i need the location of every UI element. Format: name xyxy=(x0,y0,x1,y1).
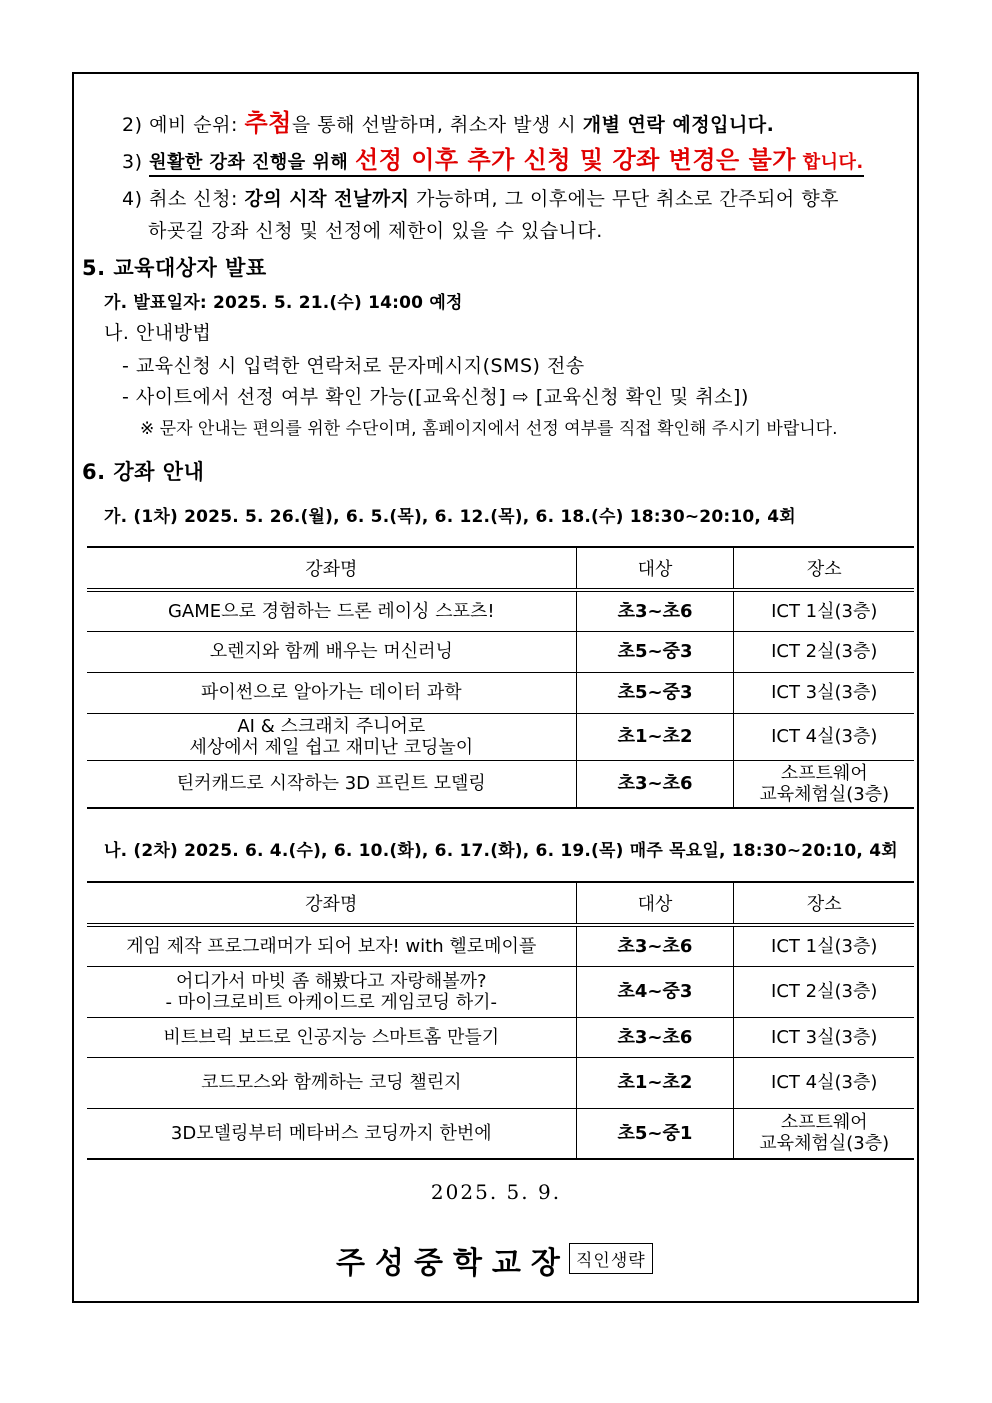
course-place: ICT 2실(3층) xyxy=(734,966,914,1017)
note-2-number: 2) xyxy=(122,114,143,136)
note-3 xyxy=(122,140,864,175)
section-5-heading: 5. 교육대상자 발표 xyxy=(82,256,267,280)
table-row xyxy=(87,925,914,966)
course-name-line2: - 마이크로비트 아케이드로 게임코딩 하기- xyxy=(165,991,497,1013)
course-place: ICT 1실(3층) xyxy=(734,590,914,631)
course-place-line2: 교육체험실(3층) xyxy=(759,783,890,805)
guide-item-sms: - 교육신청 시 입력한 연락처로 문자메시지(SMS) 전송 xyxy=(122,355,585,377)
course-place: ICT 2실(3층) xyxy=(734,631,914,672)
table-row xyxy=(87,760,914,808)
table-row xyxy=(87,631,914,672)
seal-omitted-box: 직인생략 xyxy=(569,1243,653,1274)
course-place xyxy=(734,760,914,808)
course-place: ICT 3실(3층) xyxy=(734,1017,914,1057)
note-4-line2: 하굣길 강좌 신청 및 선정에 제한이 있을 수 있습니다. xyxy=(148,220,603,242)
note-4-bold: 강의 시작 전날까지 xyxy=(244,188,410,210)
first-session-table xyxy=(87,546,914,809)
note-3-number: 3) xyxy=(122,151,143,173)
table-row xyxy=(87,966,914,1017)
header-place: 장소 xyxy=(734,547,914,590)
course-name-line1: 어디가서 마빗 좀 해봤다고 자랑해볼까? xyxy=(175,970,487,992)
course-target: 초4~중3 xyxy=(576,966,734,1017)
course-name-line2: 세상에서 제일 쉽고 재미난 코딩놀이 xyxy=(189,736,474,758)
header-target: 대상 xyxy=(576,547,734,590)
table-row xyxy=(87,1017,914,1057)
course-name: 3D모델링부터 메타버스 코딩까지 한번에 xyxy=(87,1108,576,1159)
note-3-emphasis: 선정 이후 추가 신청 및 강좌 변경은 불가 xyxy=(355,146,796,174)
course-place-line1: 소프트웨어 xyxy=(780,762,868,784)
note-2-emphasis: 추첨 xyxy=(244,109,292,137)
header-place: 장소 xyxy=(734,882,914,925)
course-target: 초3~초6 xyxy=(576,590,734,631)
note-4-text-cont: 가능하며, 그 이후에는 무단 취소로 간주되어 향후 xyxy=(409,188,839,210)
course-place-line2: 교육체험실(3층) xyxy=(759,1133,890,1155)
note-2-bold: 개별 연락 예정입니다. xyxy=(582,114,775,136)
course-place xyxy=(734,1108,914,1159)
course-name xyxy=(87,713,576,760)
header-course: 강좌명 xyxy=(87,547,576,590)
table-row xyxy=(87,1108,914,1159)
course-name-line1: AI & 스크래치 주니어로 xyxy=(237,715,426,737)
table-row xyxy=(87,590,914,631)
table-row xyxy=(87,672,914,713)
course-place: ICT 3실(3층) xyxy=(734,672,914,713)
announce-date: 가. 발표일자: 2025. 5. 21.(수) 14:00 예정 xyxy=(104,293,463,313)
course-target: 초3~초6 xyxy=(576,760,734,808)
guide-item-site: - 사이트에서 선정 여부 확인 가능([교육신청] ⇨ [교육신청 확인 및 취소]) xyxy=(122,386,749,408)
course-name: 게임 제작 프로그래머가 되어 보자! with 헬로메이플 xyxy=(87,925,576,966)
course-place: ICT 1실(3층) xyxy=(734,925,914,966)
note-4 xyxy=(122,184,839,211)
note-4-text: 취소 신청: xyxy=(149,188,245,210)
course-name: 비트브릭 보드로 인공지능 스마트홈 만들기 xyxy=(87,1017,576,1057)
course-name: 파이썬으로 알아가는 데이터 과학 xyxy=(87,672,576,713)
course-name xyxy=(87,966,576,1017)
document-date: 2025. 5. 9. xyxy=(430,1180,562,1204)
course-target: 초3~초6 xyxy=(576,1017,734,1057)
course-target: 초5~중3 xyxy=(576,672,734,713)
guide-note: ※ 문자 안내는 편의를 위한 수단이며, 홈페이지에서 선정 여부를 직접 확인해 주시기 바랍니다. xyxy=(140,419,838,439)
course-name: 오렌지와 함께 배우는 머신러닝 xyxy=(87,631,576,672)
note-2 xyxy=(122,103,774,138)
table-row xyxy=(87,713,914,760)
course-target: 초3~초6 xyxy=(576,925,734,966)
guide-title: 나. 안내방법 xyxy=(104,322,212,344)
course-name: GAME으로 경험하는 드론 레이싱 스포츠! xyxy=(87,590,576,631)
course-target: 초1~초2 xyxy=(576,1057,734,1108)
note-2-text-cont: 을 통해 선발하며, 취소자 발생 시 xyxy=(291,114,583,136)
header-target: 대상 xyxy=(576,882,734,925)
note-4-number: 4) xyxy=(122,188,143,210)
course-place: ICT 4실(3층) xyxy=(734,1057,914,1108)
header-course: 강좌명 xyxy=(87,882,576,925)
course-target: 초5~중3 xyxy=(576,631,734,672)
course-place-line1: 소프트웨어 xyxy=(780,1112,868,1134)
note-3-emphasis-end: 합니다. xyxy=(795,152,864,173)
note-3-bold: 원활한 강좌 진행을 위해 xyxy=(149,152,356,173)
section-6-heading: 6. 강좌 안내 xyxy=(82,460,205,484)
principal-title: 주성중학교장 xyxy=(336,1246,570,1281)
second-session-table xyxy=(87,881,914,1160)
first-session-title: 가. (1차) 2025. 5. 26.(월), 6. 5.(목), 6. 12.(목), 6. 18.(수) 18:30~20:10, 4회 xyxy=(104,507,796,527)
course-target: 초5~중1 xyxy=(576,1108,734,1159)
course-name: 틴커캐드로 시작하는 3D 프린트 모델링 xyxy=(87,760,576,808)
second-session-title: 나. (2차) 2025. 6. 4.(수), 6. 10.(화), 6. 17.(화), 6. 19.(목) 매주 목요일, 18:30~20:10, 4회 xyxy=(104,841,898,861)
course-name: 코드모스와 함께하는 코딩 챌린지 xyxy=(87,1057,576,1108)
note-2-text: 예비 순위: xyxy=(149,114,245,136)
course-place: ICT 4실(3층) xyxy=(734,713,914,760)
table-row xyxy=(87,1057,914,1108)
course-target: 초1~초2 xyxy=(576,713,734,760)
